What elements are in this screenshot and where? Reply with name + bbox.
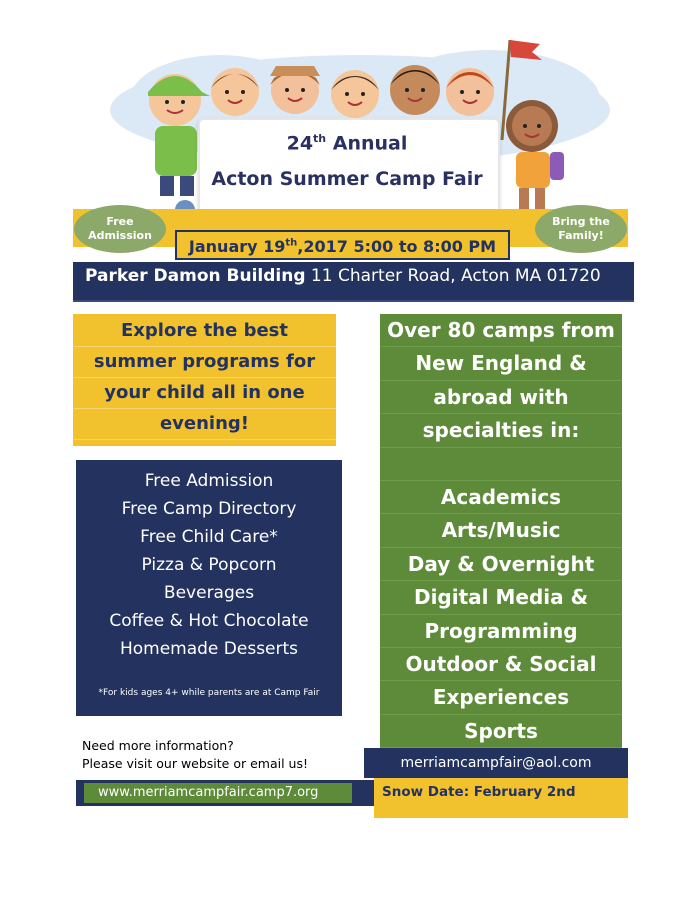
specialty-item: Programming	[380, 615, 622, 648]
feature-item: Free Child Care*	[140, 527, 278, 547]
edition-title: 24th Annual	[286, 132, 408, 155]
website-bar	[76, 780, 374, 806]
specialty-item: Arts/Music	[380, 514, 622, 547]
camps-line: abroad with	[380, 381, 622, 414]
feature-item: Coffee & Hot Chocolate	[109, 611, 309, 631]
venue-building: Parker Damon Building	[85, 266, 306, 286]
free-admission-badge: Free Admission	[74, 205, 166, 253]
event-title: Acton Summer Camp Fair	[211, 168, 483, 190]
feature-item: Free Camp Directory	[121, 499, 297, 519]
camps-line: specialties in:	[380, 414, 622, 447]
feature-item: Homemade Desserts	[119, 639, 299, 659]
explore-line: evening!	[73, 409, 336, 440]
bring-family-badge: Bring the Family!	[535, 205, 627, 253]
camps-line: New England &	[380, 347, 622, 380]
info-line: Need more information?	[82, 738, 234, 753]
explore-line: summer programs for	[73, 347, 336, 378]
venue-address	[73, 262, 634, 302]
specialty-item: Outdoor & Social	[380, 648, 622, 681]
info-line: Please visit our website or email us!	[82, 756, 309, 771]
specialty-item: Sports	[380, 715, 622, 748]
website-link[interactable]: www.merriamcampfair.camp7.org	[84, 783, 352, 803]
specialty-item: Digital Media &	[380, 581, 622, 614]
camps-line: Over 80 camps from	[380, 314, 622, 347]
event-date: January 19th,2017 5:00 to 8:00 PM	[175, 230, 510, 260]
camps-box	[380, 314, 622, 748]
explore-line: your child all in one	[73, 378, 336, 409]
feature-item: Pizza & Popcorn	[141, 555, 277, 575]
feature-item: Beverages	[163, 583, 255, 603]
email-link[interactable]: merriamcampfair@aol.com	[364, 748, 628, 778]
specialty-item: Day & Overnight	[380, 548, 622, 581]
snow-date: Snow Date: February 2nd	[374, 778, 628, 818]
info-text	[82, 737, 372, 773]
venue-street: 11 Charter Road, Acton MA 01720	[305, 266, 601, 286]
feature-item: Free Admission	[144, 471, 274, 491]
child-care-note: *For kids ages 4+ while parents are at Camp Fair	[98, 688, 320, 698]
features-box	[76, 460, 342, 716]
explore-box	[73, 314, 336, 446]
explore-line: Explore the best	[73, 316, 336, 347]
specialty-item: Experiences	[380, 681, 622, 714]
camps-line	[380, 448, 622, 481]
specialty-item: Academics	[380, 481, 622, 514]
